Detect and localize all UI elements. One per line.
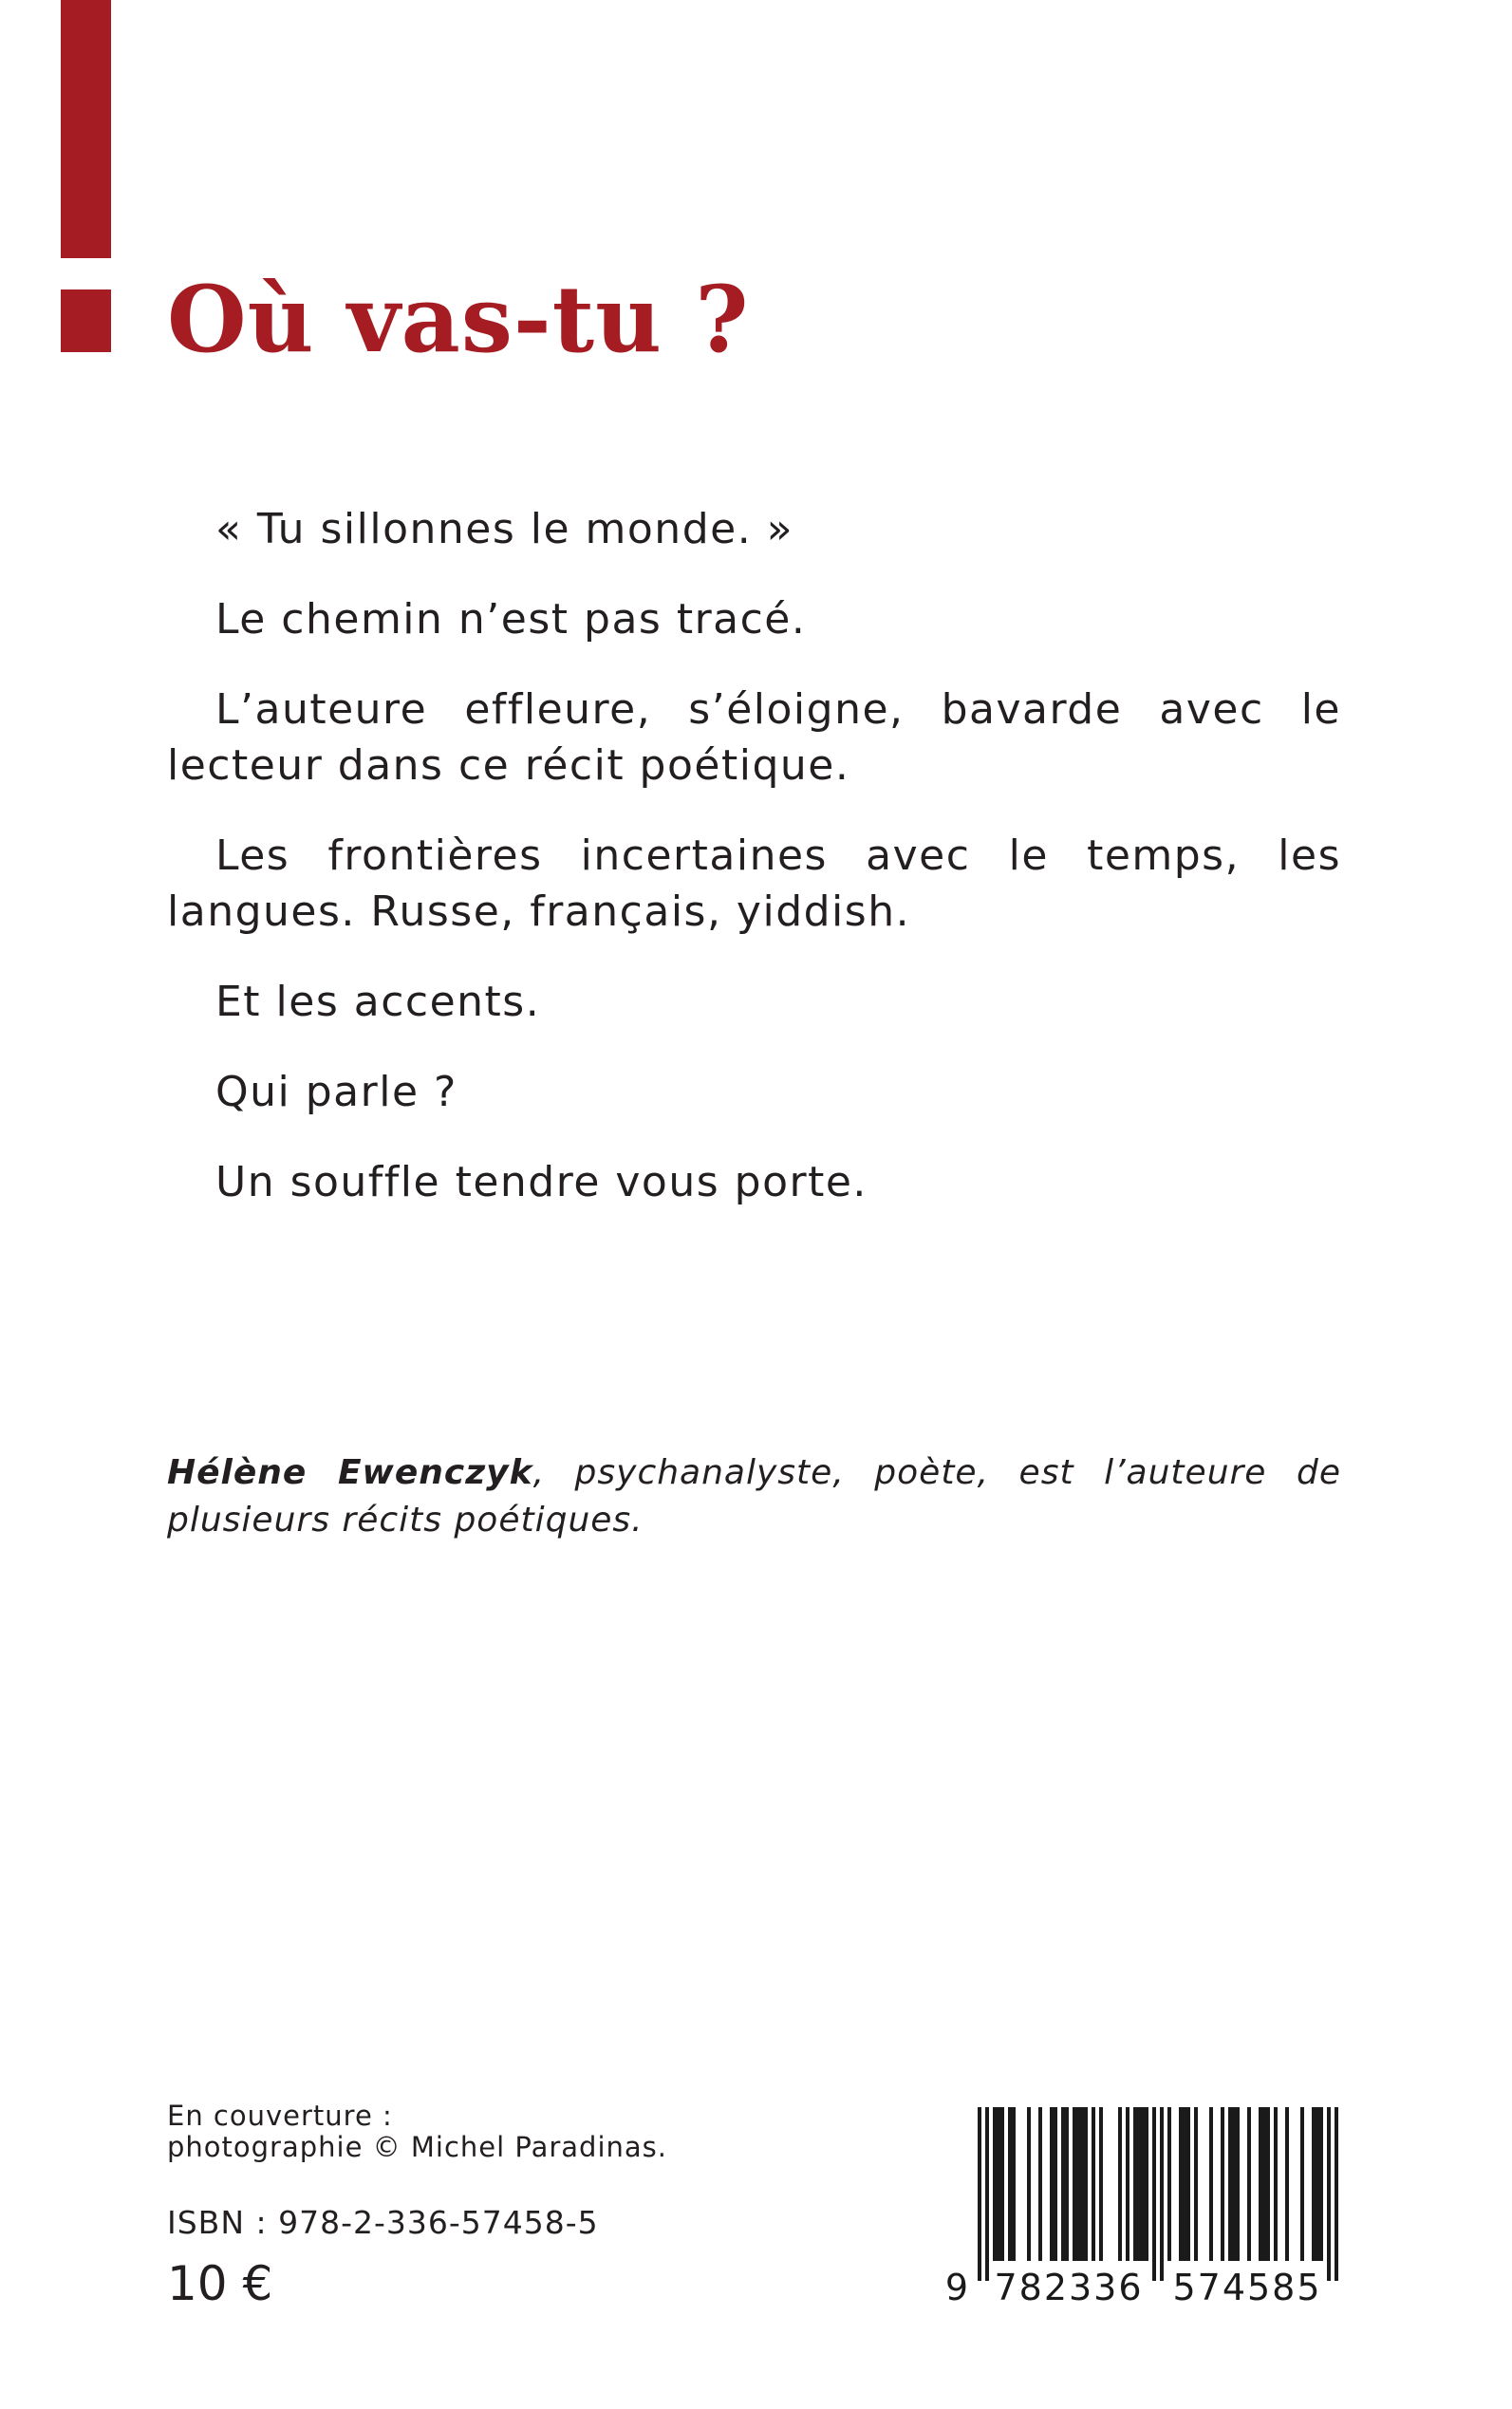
decorative-red-square: [61, 289, 111, 352]
blurb-paragraph: L’auteure effleure, s’éloigne, bavarde avec le lecteur dans ce récit poétique.: [167, 685, 1341, 790]
blurb-paragraph: Qui parle ?: [215, 1068, 457, 1116]
blurb-paragraph: « Tu sillonnes le monde. »: [215, 505, 794, 553]
svg-text:574585: 574585: [1172, 2267, 1322, 2308]
blurb-paragraph: Un souffle tendre vous porte.: [215, 1158, 868, 1206]
author-bio: [167, 1449, 1341, 1544]
author-name: Hélène Ewenczyk: [167, 1453, 533, 1492]
isbn: ISBN : 978-2-336-57458-5: [167, 2204, 599, 2241]
cover-credit-label: En couverture :: [167, 2100, 393, 2132]
ean13-barcode: [930, 2107, 1348, 2311]
back-cover-blurb: [167, 501, 1341, 1244]
svg-text:9: 9: [944, 2267, 969, 2308]
blurb-paragraph: Et les accents.: [215, 978, 541, 1026]
cover-credit-photographer: photographie © Michel Paradinas.: [167, 2131, 667, 2163]
blurb-paragraph: Le chemin n’est pas tracé.: [215, 595, 807, 644]
barcode-graphic: [930, 2107, 1348, 2311]
book-title: Où vas-tu ?: [167, 266, 750, 373]
author-bio-text: , psychanalyste, poète, est l’auteure de plusieurs récits poétiques.: [167, 1453, 1341, 1540]
svg-text:782336: 782336: [994, 2267, 1144, 2308]
decorative-red-bar: [61, 0, 111, 258]
price: 10 €: [167, 2256, 273, 2311]
cover-credit: [167, 2101, 667, 2163]
blurb-paragraph: Les frontières incertaines avec le temps, les langues. Russe, français, yiddish.: [167, 831, 1341, 936]
